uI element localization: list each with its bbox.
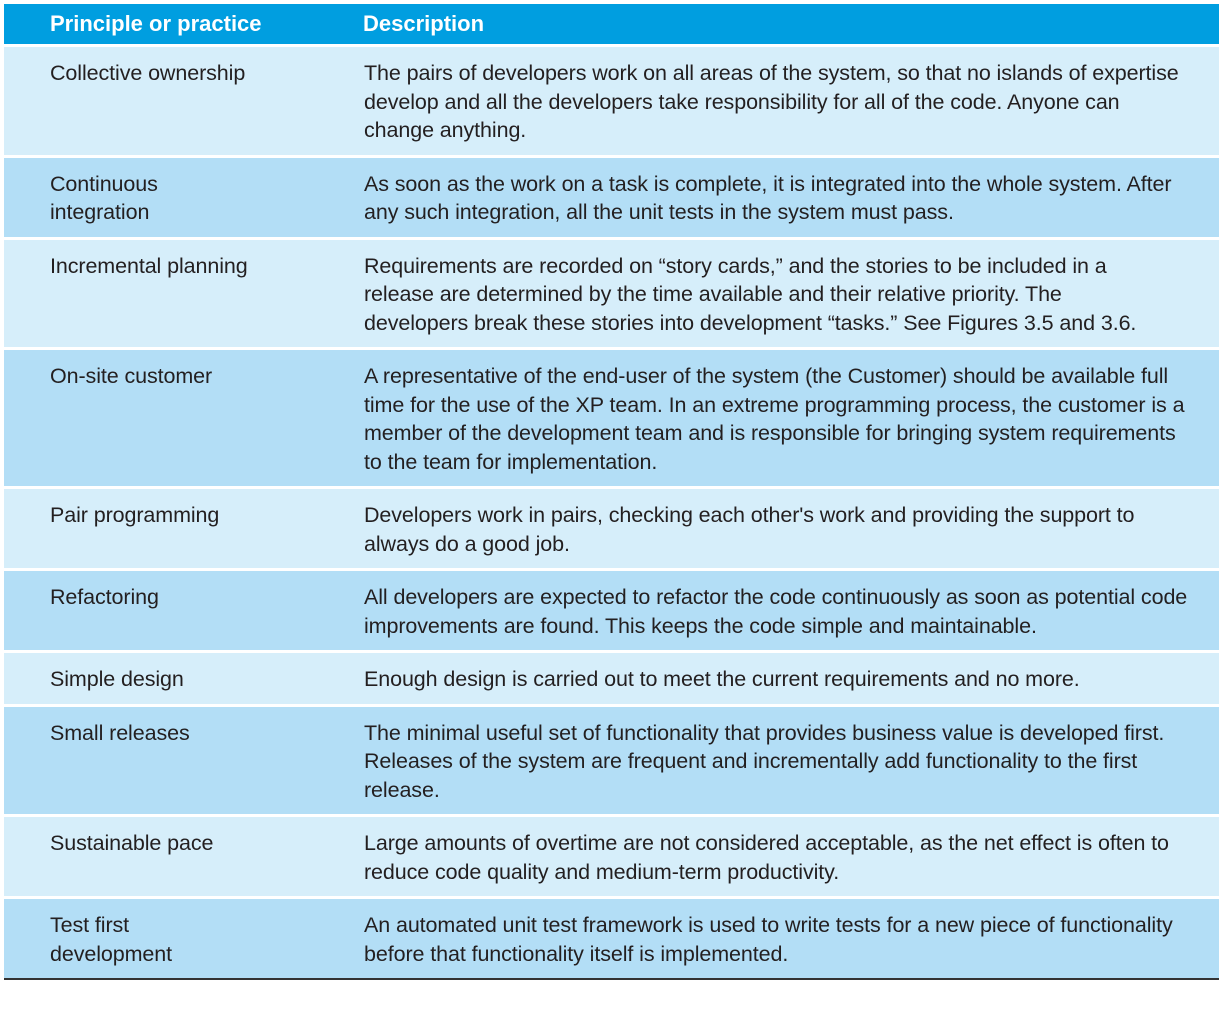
table-row (4, 238, 1219, 349)
table-header-row (4, 4, 1219, 46)
principle-cell: Continuous integration (4, 156, 317, 238)
description-cell: A representative of the end-user of the system (the Customer) should be available full time for the use of the XP team. In an extreme programming process, the customer is a member of the development team and is responsible for bringing system requirements to the team for implementation. (317, 349, 1219, 488)
description-cell: An automated unit test framework is used to write tests for a new piece of functionality before that functionality itself is implemented. (317, 898, 1219, 980)
description-cell: All developers are expected to refactor the code continuously as soon as potential code improvements are found. This keeps the code simple and maintainable. (317, 570, 1219, 652)
header-description: Description (317, 4, 1219, 46)
table-row (4, 652, 1219, 706)
principle-cell: Test first development (4, 898, 317, 980)
table-row (4, 156, 1219, 238)
table-row (4, 570, 1219, 652)
description-cell: Requirements are recorded on “story cards,” and the stories to be included in a release are determined by the time available and their relative priority. The developers break these stories into development “tasks.” See Figures 3.5 and 3.6. (317, 238, 1219, 349)
xp-practices-table (4, 4, 1219, 980)
description-cell: Large amounts of overtime are not considered acceptable, as the net effect is often to reduce code quality and medium-term productivity. (317, 816, 1219, 898)
principle-cell: Small releases (4, 705, 317, 816)
description-cell: The pairs of developers work on all areas of the system, so that no islands of expertise develop and all the developers take responsibility for all of the code. Anyone can change anything. (317, 46, 1219, 157)
table-row (4, 488, 1219, 570)
principle-cell: Pair programming (4, 488, 317, 570)
description-cell: Developers work in pairs, checking each other's work and providing the support to always do a good job. (317, 488, 1219, 570)
table-row (4, 46, 1219, 157)
principle-cell: Collective ownership (4, 46, 317, 157)
table-row (4, 349, 1219, 488)
description-cell: The minimal useful set of functionality that provides business value is developed first. Releases of the system are frequent and incrementally add functionality to the first release. (317, 705, 1219, 816)
principle-cell: Refactoring (4, 570, 317, 652)
table-row (4, 816, 1219, 898)
principle-cell: Simple design (4, 652, 317, 706)
description-cell: Enough design is carried out to meet the current requirements and no more. (317, 652, 1219, 706)
principle-cell: On-site customer (4, 349, 317, 488)
table-row (4, 898, 1219, 980)
table-row (4, 705, 1219, 816)
description-cell: As soon as the work on a task is complete, it is integrated into the whole system. After any such integration, all the unit tests in the system must pass. (317, 156, 1219, 238)
principle-cell: Sustainable pace (4, 816, 317, 898)
header-principle: Principle or practice (4, 4, 317, 46)
principle-cell: Incremental planning (4, 238, 317, 349)
